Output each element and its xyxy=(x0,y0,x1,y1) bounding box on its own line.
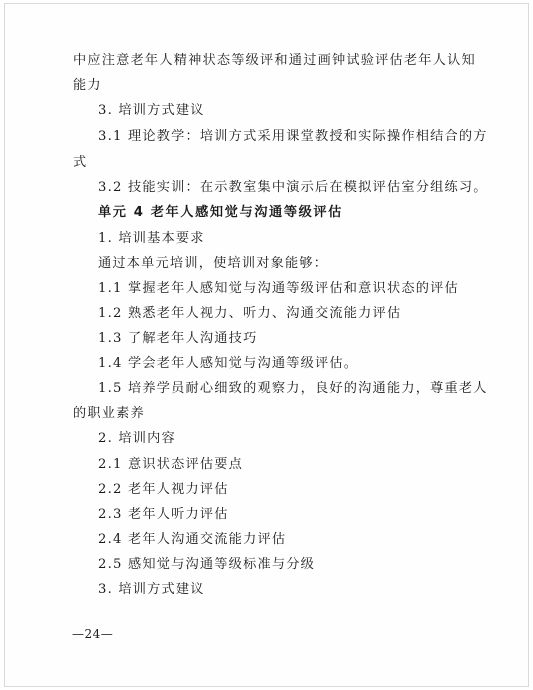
document-page xyxy=(4,3,529,687)
unit-heading: 单元 4 老年人感知觉与沟通等级评估 xyxy=(98,205,343,220)
list-item: 1.1 掌握老年人感知觉与沟通等级评估和意识状态的评估 xyxy=(98,281,459,296)
paragraph-line: 3.1 理论教学：培训方式采用课堂教授和实际操作相结合的方 xyxy=(98,129,488,144)
section-heading: 1. 培训基本要求 xyxy=(98,231,205,246)
list-item: 1.2 熟悉老年人视力、听力、沟通交流能力评估 xyxy=(98,306,402,321)
list-item: 1.5 培养学员耐心细致的观察力，良好的沟通能力，尊重老人 xyxy=(98,381,488,396)
paragraph-line: 能力 xyxy=(73,78,102,93)
section-heading: 3. 培训方式建议 xyxy=(98,582,205,597)
paragraph-line: 3.2 技能实训：在示教室集中演示后在模拟评估室分组练习。 xyxy=(98,180,488,195)
list-item: 1.3 了解老年人沟通技巧 xyxy=(98,331,258,346)
paragraph-line: 中应注意老年人精神状态等级评和通过画钟试验评估老年人认知 xyxy=(73,53,476,68)
list-item: 2.2 老年人视力评估 xyxy=(98,482,229,497)
paragraph-line: 的职业素养 xyxy=(73,406,145,421)
list-item: 2.1 意识状态评估要点 xyxy=(98,457,244,472)
list-item: 2.3 老年人听力评估 xyxy=(98,507,229,522)
section-heading: 3. 培训方式建议 xyxy=(98,103,205,118)
list-item: 2.4 老年人沟通交流能力评估 xyxy=(98,532,287,547)
section-heading: 2. 培训内容 xyxy=(98,431,176,446)
paragraph-line: 式 xyxy=(73,155,88,170)
list-item: 1.4 学会老年人感知觉与沟通等级评估。 xyxy=(98,356,359,371)
page-number: —24— xyxy=(72,627,114,641)
paragraph-line: 通过本单元培训，使培训对象能够： xyxy=(98,256,329,271)
list-item: 2.5 感知觉与沟通等级标准与分级 xyxy=(98,557,316,572)
